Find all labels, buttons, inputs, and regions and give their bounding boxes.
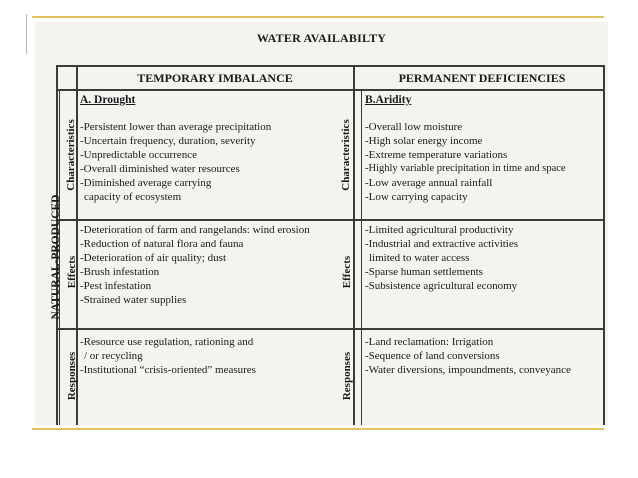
row-label-characteristics-left: Characteristics [65,119,77,191]
list-item: -Unpredictable occurrence [80,149,197,161]
row-label-effects-left: Effects [66,255,78,289]
list-item: -Low average annual rainfall [365,177,493,189]
list-item: -Overall low moisture [365,121,463,133]
list-item: -Deterioration of air quality; dust [80,252,227,264]
row-label-responses-left: Responses [66,351,78,401]
list-item: -High solar energy income [365,135,483,147]
drought-heading: A. Drought [80,94,136,106]
list-item: -Pest infestation [80,280,152,292]
list-item: -Limited agricultural productivity [365,224,514,236]
scanned-table-image [35,22,608,425]
list-item: -Industrial and extractive activities [365,238,519,250]
list-item: -Subsistence agricultural economy [365,280,518,292]
aridity-heading: B.Aridity [365,94,412,106]
list-item: / or recycling [84,350,143,362]
list-item: -Sparse human settlements [365,266,483,278]
list-item: -Highly variable precipitation in time and space [365,163,566,174]
list-item: -Brush infestation [80,266,160,278]
list-item: -Diminished average carrying [80,177,212,189]
row-divider-1 [56,219,604,221]
list-item: -Water diversions, impoundments, conveyance [365,364,571,376]
list-item: -Strained water supplies [80,294,187,306]
list-item: -Sequence of land conversions [365,350,500,362]
list-item: limited to water access [369,252,470,264]
drought-responses-list [80,335,256,377]
left-label-column-right [353,65,355,425]
column-header-temporary: TEMPORARY IMBALANCE [137,71,293,85]
drought-effects-list [80,223,310,307]
aridity-effects-list [365,223,518,293]
table-border-right [603,65,605,425]
list-item: -Overall diminished water resources [80,163,240,175]
list-item: -Uncertain frequency, duration, severity [80,135,256,147]
row-label-effects-right: Effects [341,255,353,289]
table-border-top [56,65,604,67]
list-item: -Reduction of natural flora and fauna [80,238,244,250]
row-label-characteristics-right: Characteristics [340,119,352,191]
aridity-characteristics-list [365,120,566,204]
column-header-permanent: PERMANENT DEFICIENCIES [398,71,566,85]
aridity-responses-list [365,335,571,377]
row-label-responses-right: Responses [341,351,353,401]
row-divider-2 [56,328,604,330]
drought-characteristics-list [80,120,271,204]
bottom-accent-rule [32,428,604,430]
left-accent-rule [26,14,27,54]
list-item: -Deterioration of farm and rangelands: wind erosion [80,224,310,236]
list-item: -Resource use regulation, rationing and [80,336,254,348]
list-item: -Persistent lower than average precipitation [80,121,272,133]
right-label-column-right [361,89,362,425]
list-item: -Land reclamation: Irrigation [365,336,494,348]
list-item: -Low carrying capacity [365,191,468,203]
list-item: -Extreme temperature variations [365,149,508,161]
list-item: capacity of ecosystem [84,191,182,203]
top-accent-rule [32,16,604,18]
table-title: WATER AVAILABILTY [256,31,387,45]
list-item: -Institutional “crisis-oriented” measures [80,364,256,376]
header-divider [56,89,604,91]
side-label-natural-produced: NATURAL-PRODUCED [50,194,62,320]
